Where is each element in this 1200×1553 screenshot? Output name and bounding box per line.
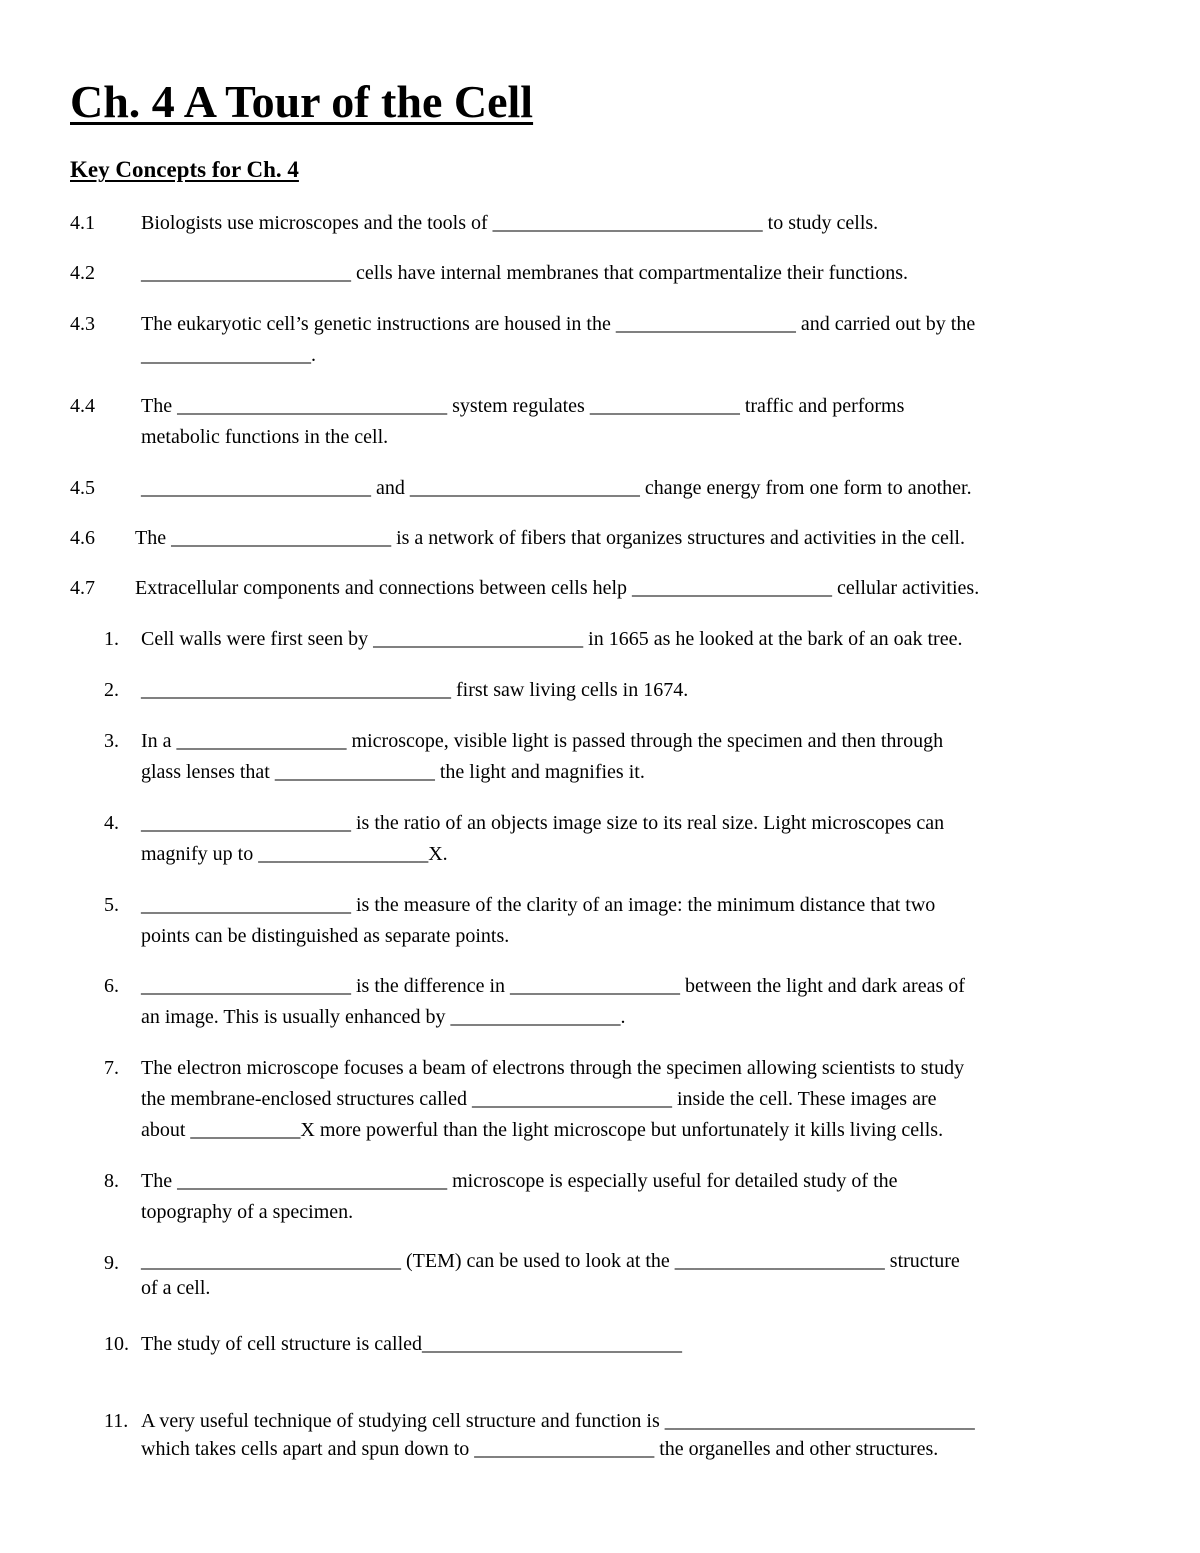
question-text: The electron microscope focuses a beam of electrons through the specimen allowing scientists to study [141,1057,965,1079]
question-text: points can be distinguished as separate points. [141,925,510,947]
question-text: magnify up to _________________X. [141,843,448,865]
question-text: topography of a specimen. [141,1201,354,1223]
question-text: an image. This is usually enhanced by _________________. [141,1006,626,1028]
concept-number: 4.5 [70,477,95,499]
question-number: 1. [104,628,119,650]
question-text: _______________________________ first saw living cells in 1674. [141,679,689,701]
question-number: 2. [104,679,119,701]
section-heading: Key Concepts for Ch. 4 [70,157,299,182]
question-number: 4. [104,812,119,834]
concept-text: _______________________ and _______________________ change energy from one form to another. [141,477,972,499]
question-number: 11. [104,1410,129,1432]
concept-number: 4.2 [70,262,95,284]
question-number: 6. [104,975,119,997]
concept-text: _________________. [141,344,316,366]
concept-number: 4.1 [70,212,95,234]
concept-text: The ______________________ is a network of fibers that organizes structures and activities in the cell. [135,527,965,549]
concept-number: 4.7 [70,577,95,599]
question-number: 7. [104,1057,119,1079]
concept-number: 4.3 [70,313,95,335]
question-text: Cell walls were first seen by _____________________ in 1665 as he looked at the bark of an oak tree. [141,628,963,650]
concept-number: 4.6 [70,527,95,549]
question-text: The study of cell structure is called__________________________ [141,1333,683,1355]
concept-text: metabolic functions in the cell. [141,426,389,448]
concept-text: The eukaryotic cell’s genetic instructions are housed in the __________________ and carried out by the [141,313,976,335]
concept-text: The ___________________________ system regulates _______________ traffic and performs [141,395,905,417]
page-title: Ch. 4 A Tour of the Cell [70,76,534,127]
question-number: 3. [104,730,119,752]
question-text: The ___________________________ microscope is especially useful for detailed study of the [141,1170,898,1192]
question-text: _____________________ is the difference in _________________ between the light and dark areas of [141,975,965,997]
concept-number: 4.4 [70,395,95,417]
question-number: 10. [104,1333,129,1355]
question-text: _____________________ is the ratio of an objects image size to its real size. Light microscopes can [141,812,945,834]
question-text: the membrane-enclosed structures called ____________________ inside the cell. These images are [141,1088,937,1110]
question-text: In a _________________ microscope, visible light is passed through the specimen and then through [141,730,944,752]
question-number: 8. [104,1170,119,1192]
question-text: _____________________ is the measure of the clarity of an image: the minimum distance that two [141,894,936,916]
concept-text: Extracellular components and connections between cells help ____________________ cellular activities. [135,577,980,599]
concept-text: _____________________ cells have internal membranes that compartmentalize their functions. [141,262,909,284]
question-text: glass lenses that ________________ the light and magnifies it. [141,761,645,783]
question-number: 5. [104,894,119,916]
question-text: A very useful technique of studying cell structure and function is _______________________________ [141,1410,975,1432]
question-number: 9. [104,1252,119,1274]
question-text: which takes cells apart and spun down to __________________ the organelles and other structures. [141,1438,939,1460]
question-text: about ___________X more powerful than the light microscope but unfortunately it kills living cells. [141,1119,944,1141]
question-text: of a cell. [141,1277,211,1299]
concept-text: Biologists use microscopes and the tools of ___________________________ to study cells. [141,212,879,234]
question-text: __________________________ (TEM) can be used to look at the _____________________ structure [141,1250,960,1272]
